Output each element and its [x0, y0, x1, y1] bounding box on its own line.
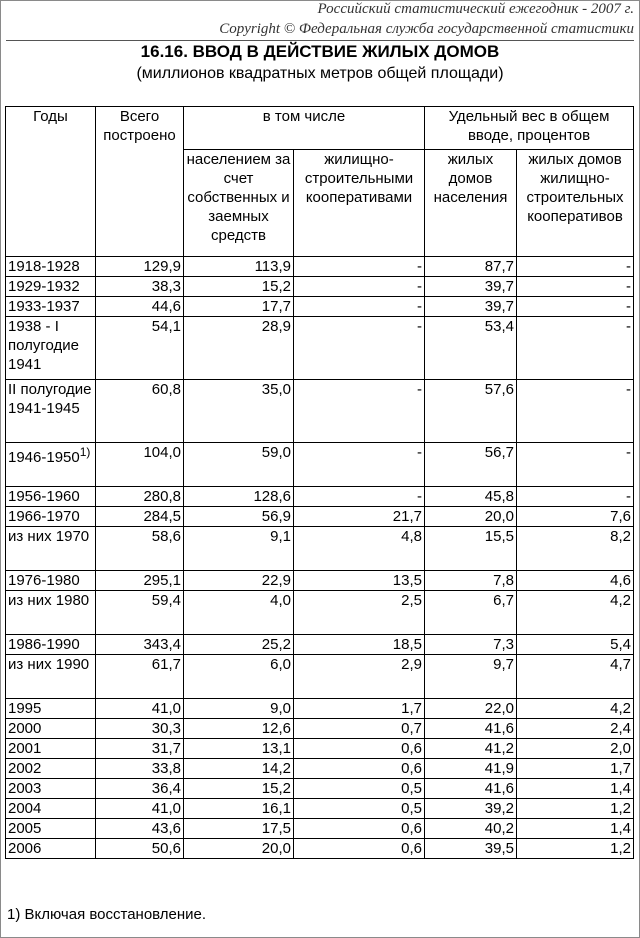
table-row: [6, 507, 634, 527]
header-divider: [6, 40, 634, 41]
cell-total-text: 60,8: [151, 381, 181, 398]
cell-year-text: 1933-1937: [8, 298, 80, 315]
cell-total-text: 54,1: [151, 318, 181, 335]
cell-coop: [294, 635, 425, 655]
cell-total: [96, 487, 184, 507]
cell-coop: [294, 839, 425, 859]
cell-pop-share: [425, 779, 517, 799]
cell-coop: [294, 277, 425, 297]
cell-coop-text: -: [417, 381, 422, 398]
cell-total-text: 284,5: [143, 508, 181, 525]
cell-coop-text: -: [417, 258, 422, 275]
cell-coop-share-text: -: [626, 318, 631, 335]
cell-coop-text: 21,7: [392, 508, 422, 525]
cell-population: [184, 380, 294, 443]
table-row: [6, 571, 634, 591]
cell-pop-share: [425, 591, 517, 635]
cell-total-text: 295,1: [143, 572, 181, 589]
cell-population-text: 4,0: [270, 592, 291, 609]
cell-pop-share-text: 39,7: [484, 298, 514, 315]
cell-coop-share-text: -: [626, 298, 631, 315]
cell-total: [96, 571, 184, 591]
cell-total-text: 129,9: [143, 258, 181, 275]
cell-total-text: 30,3: [151, 720, 181, 737]
col-header-including: в том числе: [184, 107, 425, 150]
cell-year-text: 1929-1932: [8, 278, 80, 295]
table-body: [6, 257, 634, 859]
cell-population: [184, 487, 294, 507]
cell-year: [6, 571, 96, 591]
table-row: [6, 739, 634, 759]
cell-pop-share-text: 39,7: [484, 278, 514, 295]
cell-total-text: 343,4: [143, 636, 181, 653]
cell-year-text: из них 1990: [8, 656, 90, 673]
cell-population: [184, 719, 294, 739]
cell-year: [6, 799, 96, 819]
cell-pop-share-text: 41,9: [484, 760, 514, 777]
cell-coop-share-text: -: [626, 488, 631, 505]
cell-coop-share-text: -: [626, 444, 631, 461]
cell-total: [96, 719, 184, 739]
cell-total-text: 104,0: [143, 444, 181, 461]
cell-coop: [294, 655, 425, 699]
cell-coop: [294, 443, 425, 487]
cell-coop: [294, 507, 425, 527]
cell-total: [96, 527, 184, 571]
cell-coop-share: [517, 487, 634, 507]
cell-population-text: 113,9: [254, 258, 291, 275]
cell-population-text: 15,2: [261, 278, 291, 295]
cell-coop: [294, 699, 425, 719]
col-header-population-own: населением за счет собственных и заемных средств: [184, 150, 294, 257]
col-header-years: Годы: [6, 107, 96, 257]
cell-pop-share-text: 40,2: [484, 820, 514, 837]
cell-year: [6, 819, 96, 839]
cell-pop-share-text: 7,3: [493, 636, 514, 653]
cell-year: [6, 527, 96, 571]
cell-coop: [294, 380, 425, 443]
cell-coop-share: [517, 317, 634, 380]
cell-pop-share: [425, 655, 517, 699]
housing-table: [5, 106, 634, 859]
cell-coop-text: 0,6: [401, 840, 422, 857]
cell-coop-text: -: [417, 298, 422, 315]
cell-coop-share-text: 2,0: [610, 740, 631, 757]
cell-coop-share: [517, 819, 634, 839]
cell-coop-text: -: [417, 444, 422, 461]
table-row: [6, 487, 634, 507]
cell-pop-share-text: 41,2: [484, 740, 514, 757]
cell-coop-share: [517, 297, 634, 317]
cell-year: [6, 839, 96, 859]
cell-total-text: 33,8: [151, 760, 181, 777]
cell-year: [6, 635, 96, 655]
cell-population-text: 9,1: [270, 528, 291, 545]
cell-pop-share: [425, 297, 517, 317]
cell-total: [96, 819, 184, 839]
cell-pop-share-text: 20,0: [484, 508, 514, 525]
cell-pop-share-text: 45,8: [484, 488, 514, 505]
cell-pop-share: [425, 443, 517, 487]
cell-population-text: 14,2: [261, 760, 291, 777]
table-row: [6, 527, 634, 571]
table-row: [6, 699, 634, 719]
cell-total: [96, 635, 184, 655]
col-header-coop-share: жилых домов жилищно-строительных кооперативов: [517, 150, 634, 257]
cell-coop-text: 0,5: [401, 780, 422, 797]
col-header-pop-share: жилых домов населения: [425, 150, 517, 257]
cell-coop: [294, 719, 425, 739]
cell-year-text: 1918-1928: [8, 258, 80, 275]
cell-year-text: из них 1970: [8, 528, 90, 545]
table-row: [6, 317, 634, 380]
cell-population-text: 17,5: [261, 820, 291, 837]
cell-coop-share: [517, 719, 634, 739]
cell-coop-text: 2,5: [401, 592, 422, 609]
cell-population: [184, 507, 294, 527]
cell-coop-text: -: [417, 278, 422, 295]
cell-coop: [294, 297, 425, 317]
cell-total: [96, 257, 184, 277]
cell-coop: [294, 779, 425, 799]
cell-coop-text: 0,7: [401, 720, 422, 737]
cell-coop-share: [517, 655, 634, 699]
cell-total-text: 38,3: [151, 278, 181, 295]
cell-population: [184, 317, 294, 380]
cell-coop: [294, 571, 425, 591]
table-row: [6, 655, 634, 699]
cell-coop: [294, 317, 425, 380]
cell-coop-text: 1,7: [401, 700, 422, 717]
cell-pop-share-text: 53,4: [484, 318, 514, 335]
cell-coop-share-text: -: [626, 381, 631, 398]
cell-year-text: 2005: [8, 820, 42, 837]
cell-coop-share-text: -: [626, 258, 631, 275]
cell-pop-share: [425, 719, 517, 739]
cell-year: [6, 257, 96, 277]
cell-coop-text: 18,5: [392, 636, 422, 653]
cell-coop-share-text: 1,4: [610, 820, 631, 837]
cell-pop-share: [425, 507, 517, 527]
cell-population: [184, 443, 294, 487]
footnote: 1) Включая восстановление.: [7, 906, 207, 923]
cell-population: [184, 839, 294, 859]
cell-pop-share: [425, 277, 517, 297]
cell-pop-share: [425, 380, 517, 443]
cell-pop-share: [425, 799, 517, 819]
cell-coop-share-text: 8,2: [610, 528, 631, 545]
cell-total: [96, 591, 184, 635]
cell-year-text: 2001: [8, 740, 42, 757]
table-row: [6, 277, 634, 297]
cell-year-text: 2006: [8, 840, 42, 857]
cell-year-text: 1995: [8, 700, 42, 717]
cell-coop-text: 13,5: [392, 572, 422, 589]
cell-year-text: 2000: [8, 720, 42, 737]
cell-population-text: 15,2: [261, 780, 291, 797]
col-header-coops: жилищно-строительными кооперативами: [294, 150, 425, 257]
cell-total-text: 61,7: [151, 656, 181, 673]
cell-total: [96, 507, 184, 527]
cell-total: [96, 443, 184, 487]
cell-population: [184, 655, 294, 699]
cell-year: [6, 591, 96, 635]
table-row: [6, 719, 634, 739]
cell-year-text: 1976-1980: [8, 572, 80, 589]
cell-pop-share: [425, 819, 517, 839]
cell-pop-share-text: 22,0: [484, 700, 514, 717]
table-row: [6, 297, 634, 317]
cell-population-text: 13,1: [261, 740, 291, 757]
cell-pop-share-text: 15,5: [484, 528, 514, 545]
cell-coop-share: [517, 591, 634, 635]
table-row: [6, 839, 634, 859]
table-row: [6, 759, 634, 779]
cell-pop-share-text: 7,8: [493, 572, 514, 589]
cell-year: [6, 719, 96, 739]
table-row: [6, 799, 634, 819]
cell-coop-share-text: 4,7: [610, 656, 631, 673]
cell-year: [6, 443, 96, 487]
table-row: [6, 443, 634, 487]
cell-population-text: 28,9: [261, 318, 291, 335]
cell-total-text: 43,6: [151, 820, 181, 837]
cell-year: [6, 739, 96, 759]
cell-year: [6, 380, 96, 443]
cell-total: [96, 779, 184, 799]
cell-population: [184, 527, 294, 571]
cell-pop-share-text: 39,5: [484, 840, 514, 857]
cell-population-text: 35,0: [261, 381, 291, 398]
cell-total-text: 41,0: [151, 800, 181, 817]
cell-year-text: 2004: [8, 800, 42, 817]
cell-year-text: 2002: [8, 760, 42, 777]
cell-coop-share: [517, 799, 634, 819]
cell-coop-share: [517, 527, 634, 571]
cell-coop-text: 2,9: [401, 656, 422, 673]
cell-total: [96, 380, 184, 443]
cell-coop-share: [517, 571, 634, 591]
cell-coop-share-text: 4,6: [610, 572, 631, 589]
yearbook-header: Российский статистический ежегодник - 2007 г.: [317, 1, 634, 17]
cell-total-text: 50,6: [151, 840, 181, 857]
cell-pop-share-text: 41,6: [484, 720, 514, 737]
cell-population-text: 56,9: [261, 508, 291, 525]
cell-total-text: 31,7: [151, 740, 181, 757]
cell-total: [96, 317, 184, 380]
cell-year-text: 2003: [8, 780, 42, 797]
cell-pop-share: [425, 699, 517, 719]
cell-coop: [294, 819, 425, 839]
table-row: [6, 257, 634, 277]
cell-population: [184, 819, 294, 839]
cell-population-text: 20,0: [261, 840, 291, 857]
cell-coop: [294, 257, 425, 277]
cell-year: [6, 487, 96, 507]
cell-population-text: 128,6: [253, 488, 291, 505]
cell-year: [6, 317, 96, 380]
cell-coop-share: [517, 443, 634, 487]
cell-pop-share-text: 57,6: [484, 381, 514, 398]
cell-population-text: 25,2: [261, 636, 291, 653]
cell-population: [184, 571, 294, 591]
cell-year-text: 1938 - I полугодие 1941: [8, 318, 80, 373]
cell-population: [184, 799, 294, 819]
cell-pop-share: [425, 257, 517, 277]
cell-total: [96, 759, 184, 779]
col-header-share: Удельный вес в общем вводе, процентов: [425, 107, 634, 150]
cell-coop-share-text: 1,2: [610, 840, 631, 857]
cell-coop-share-text: -: [626, 278, 631, 295]
cell-coop-share: [517, 507, 634, 527]
cell-pop-share-text: 6,7: [493, 592, 514, 609]
cell-coop-share-text: 5,4: [610, 636, 631, 653]
cell-total: [96, 297, 184, 317]
cell-pop-share-text: 39,2: [484, 800, 514, 817]
cell-population-text: 16,1: [261, 800, 291, 817]
cell-coop-share-text: 1,7: [610, 760, 631, 777]
cell-coop-share: [517, 380, 634, 443]
table-row: [6, 380, 634, 443]
cell-coop-share: [517, 839, 634, 859]
cell-coop-share-text: 2,4: [610, 720, 631, 737]
cell-coop: [294, 739, 425, 759]
cell-pop-share-text: 41,6: [484, 780, 514, 797]
table-row: [6, 779, 634, 799]
cell-total-text: 58,6: [151, 528, 181, 545]
cell-coop: [294, 487, 425, 507]
cell-population: [184, 277, 294, 297]
cell-pop-share: [425, 487, 517, 507]
cell-year: [6, 779, 96, 799]
cell-year-text: 1966-1970: [8, 508, 80, 525]
cell-pop-share-text: 87,7: [484, 258, 514, 275]
cell-coop-share-text: 1,2: [610, 800, 631, 817]
cell-population: [184, 635, 294, 655]
cell-population: [184, 759, 294, 779]
cell-coop-text: 0,6: [401, 760, 422, 777]
cell-population-text: 9,0: [270, 700, 291, 717]
cell-year: [6, 277, 96, 297]
cell-total-text: 41,0: [151, 700, 181, 717]
cell-total: [96, 655, 184, 699]
table-row: [6, 591, 634, 635]
cell-total: [96, 839, 184, 859]
cell-pop-share: [425, 527, 517, 571]
cell-pop-share: [425, 635, 517, 655]
cell-population-text: 12,6: [261, 720, 291, 737]
cell-year-text: 1956-1960: [8, 488, 80, 505]
cell-pop-share: [425, 839, 517, 859]
cell-coop-text: 0,6: [401, 820, 422, 837]
cell-population: [184, 257, 294, 277]
cell-coop-share: [517, 257, 634, 277]
cell-population-text: 59,0: [261, 444, 291, 461]
cell-coop: [294, 799, 425, 819]
table-row: [6, 819, 634, 839]
cell-coop-share: [517, 779, 634, 799]
cell-year: [6, 507, 96, 527]
cell-coop-text: -: [417, 318, 422, 335]
cell-year: [6, 655, 96, 699]
cell-coop-share-text: 4,2: [610, 700, 631, 717]
table-subtitle: (миллионов квадратных метров общей площади): [136, 65, 504, 82]
cell-total-text: 280,8: [143, 488, 181, 505]
col-header-total: Всего построено: [96, 107, 184, 257]
copyright-line: Copyright © Федеральная служба государственной статистики: [219, 21, 634, 37]
table-row: [6, 635, 634, 655]
cell-coop-share: [517, 699, 634, 719]
cell-coop-text: 0,6: [401, 740, 422, 757]
footnote-mark: 1): [79, 445, 91, 459]
cell-pop-share: [425, 317, 517, 380]
cell-population-text: 22,9: [261, 572, 291, 589]
cell-coop-share: [517, 277, 634, 297]
cell-coop-share: [517, 739, 634, 759]
cell-coop-share-text: 4,2: [610, 592, 631, 609]
cell-pop-share: [425, 571, 517, 591]
cell-pop-share-text: 9,7: [493, 656, 514, 673]
cell-coop: [294, 591, 425, 635]
table-title: 16.16. ВВОД В ДЕЙСТВИЕ ЖИЛЫХ ДОМОВ: [140, 42, 500, 61]
cell-total-text: 44,6: [151, 298, 181, 315]
cell-year-text: из них 1980: [8, 592, 90, 609]
cell-total-text: 59,4: [151, 592, 181, 609]
cell-total: [96, 739, 184, 759]
cell-total: [96, 699, 184, 719]
cell-coop-text: -: [417, 488, 422, 505]
cell-population: [184, 591, 294, 635]
cell-coop-share: [517, 759, 634, 779]
cell-population: [184, 699, 294, 719]
cell-year: [6, 759, 96, 779]
cell-coop: [294, 527, 425, 571]
cell-coop-text: 0,5: [401, 800, 422, 817]
cell-population-text: 17,7: [261, 298, 291, 315]
cell-pop-share: [425, 759, 517, 779]
cell-population: [184, 779, 294, 799]
cell-year-text: II полугодие 1941-1945: [8, 381, 92, 417]
cell-total: [96, 799, 184, 819]
cell-population: [184, 297, 294, 317]
cell-coop-share-text: 1,4: [610, 780, 631, 797]
cell-year: [6, 699, 96, 719]
cell-year-text: 1946-1950: [8, 449, 80, 466]
cell-pop-share: [425, 739, 517, 759]
cell-year: [6, 297, 96, 317]
cell-coop-share-text: 7,6: [610, 508, 631, 525]
cell-coop-share: [517, 635, 634, 655]
cell-coop-text: 4,8: [401, 528, 422, 545]
cell-population-text: 6,0: [270, 656, 291, 673]
cell-pop-share-text: 56,7: [484, 444, 514, 461]
cell-coop: [294, 759, 425, 779]
cell-total: [96, 277, 184, 297]
cell-total-text: 36,4: [151, 780, 181, 797]
cell-year-text: 1986-1990: [8, 636, 80, 653]
cell-population: [184, 739, 294, 759]
